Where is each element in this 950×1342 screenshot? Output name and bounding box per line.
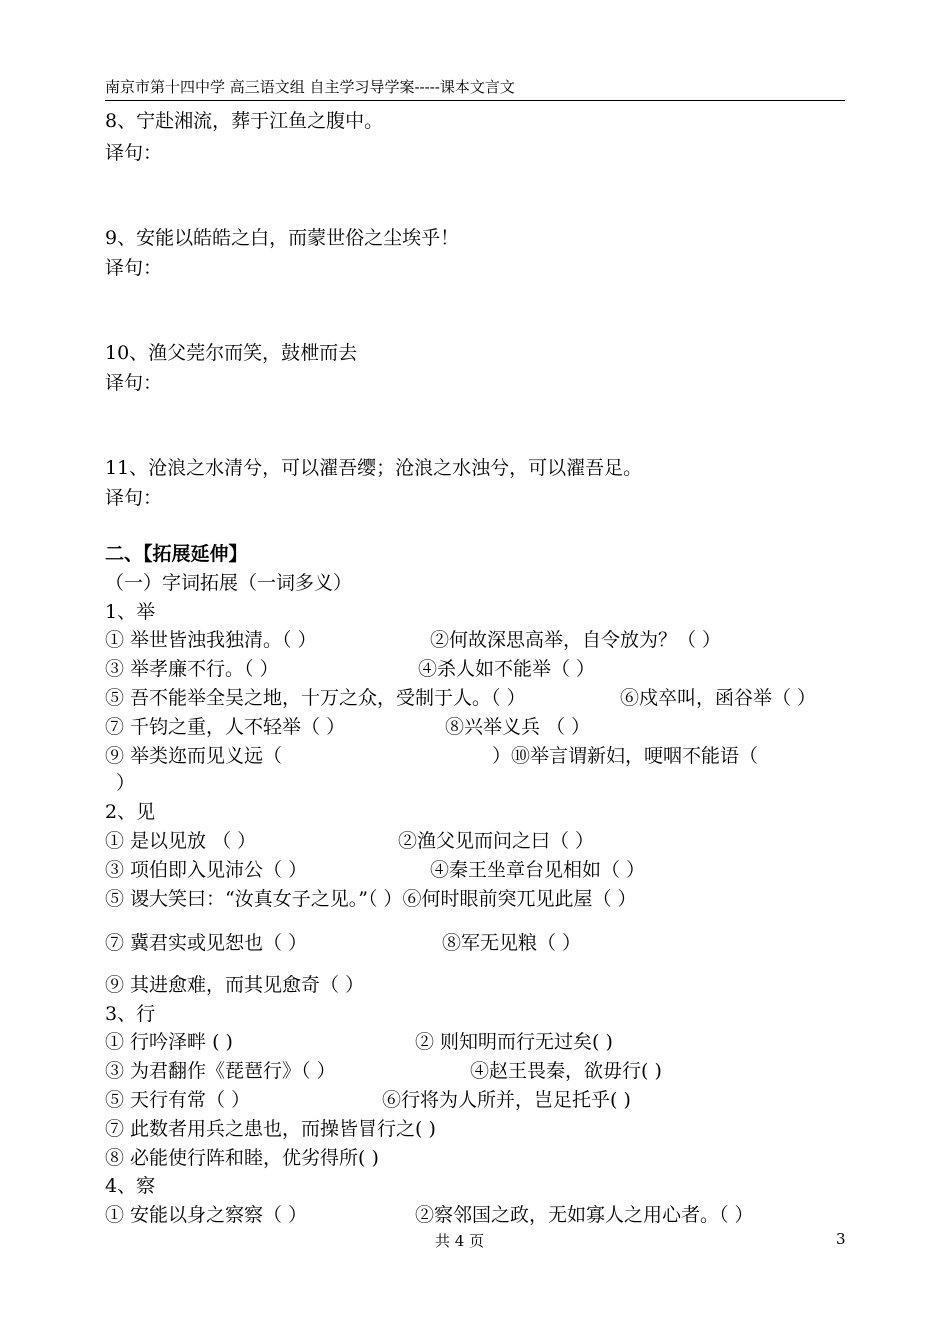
jian-item-7: ⑦ 冀君实或见恕也（ ）: [105, 932, 308, 954]
word-heading-xing: 3、行: [105, 1003, 156, 1025]
translation-label-9: 译句：: [105, 257, 163, 279]
jian-item-4: ④秦王坐章台见相如（ ）: [430, 859, 646, 881]
xing-item-5: ⑤ 天行有常（ ）: [105, 1089, 251, 1111]
jian-item-5-6: ⑤ 谡大笑曰：“汝真女子之见。”（ ）⑥何时眼前突兀见此屋（ ）: [105, 888, 637, 910]
xing-item-6: ⑥行将为人所并，岂足托乎( ): [382, 1089, 631, 1111]
ju-item-10: ）⑩举言谓新妇，哽咽不能语（: [492, 745, 759, 767]
subsection-title: （一）字词拓展（一词多义）: [105, 572, 353, 594]
word-heading-ju: 1、举: [105, 601, 156, 623]
question-8: 8、宁赴湘流，葬于江鱼之腹中。: [105, 110, 384, 132]
xing-item-1: ① 行吟泽畔 ( ): [105, 1031, 233, 1053]
jian-item-1: ① 是以见放 （ ）: [105, 830, 257, 852]
jian-item-2: ②渔父见而问之曰（ ）: [398, 830, 595, 852]
ju-item-9: ⑨ 举类迩而见义远（: [105, 745, 283, 767]
ju-item-3: ③ 举孝廉不行。（ ）: [105, 658, 279, 680]
jian-item-3: ③ 项伯即入见沛公（ ）: [105, 859, 308, 881]
ju-item-10-close: ）: [116, 772, 136, 794]
word-heading-jian: 2、见: [105, 801, 156, 823]
translation-label-10: 译句：: [105, 372, 163, 394]
ju-item-8: ⑧兴举义兵 （ ）: [445, 716, 591, 738]
question-10: 10、渔父莞尔而笑，鼓枻而去: [105, 342, 358, 364]
ju-item-4: ④杀人如不能举（ ）: [418, 658, 596, 680]
translation-label-8: 译句：: [105, 142, 163, 164]
ju-item-2: ②何故深思高举，自令放为？（ ）: [430, 629, 722, 651]
footer-page-number: 3: [836, 1230, 846, 1248]
question-9: 9、安能以皓皓之白，而蒙世俗之尘埃乎！: [105, 227, 460, 249]
ju-item-7: ⑦ 千钧之重，人不轻举（ ）: [105, 716, 346, 738]
footer-total-pages: 共 4 页: [435, 1232, 485, 1250]
xing-item-8: ⑧ 必能使行阵和睦，优劣得所( ): [105, 1147, 379, 1169]
question-11: 11、沧浪之水清兮，可以濯吾缨；沧浪之水浊兮，可以濯吾足。: [105, 457, 643, 479]
word-heading-cha: 4、察: [105, 1175, 156, 1197]
page-header: 南京市第十四中学 高三语文组 自主学习导学案-----课本文言文: [105, 76, 845, 101]
xing-item-7: ⑦ 此数者用兵之患也，而操皆冒行之( ): [105, 1118, 436, 1140]
cha-item-1: ① 安能以身之察察（ ）: [105, 1204, 308, 1226]
ju-item-1: ① 举世皆浊我独清。（ ）: [105, 629, 317, 651]
translation-label-11: 译句：: [105, 487, 163, 509]
ju-item-5: ⑤ 吾不能举全吴之地，十万之众，受制于人。（ ）: [105, 687, 526, 709]
cha-item-2: ②察邻国之政，无如寡人之用心者。（ ）: [415, 1204, 754, 1226]
xing-item-4: ④赵王畏秦，欲毋行( ): [470, 1060, 662, 1082]
xing-item-2: ② 则知明而行无过矣( ): [415, 1031, 613, 1053]
xing-item-3: ③ 为君翻作《琵琶行》（ ）: [105, 1060, 336, 1082]
jian-item-8: ⑧军无见粮（ ）: [442, 932, 582, 954]
jian-item-9: ⑨ 其进愈难，而其见愈奇（ ）: [105, 974, 365, 996]
section-title-extension: 二、【拓展延伸】: [105, 543, 248, 565]
ju-item-6: ⑥戍卒叫，函谷举（ ）: [620, 687, 817, 709]
